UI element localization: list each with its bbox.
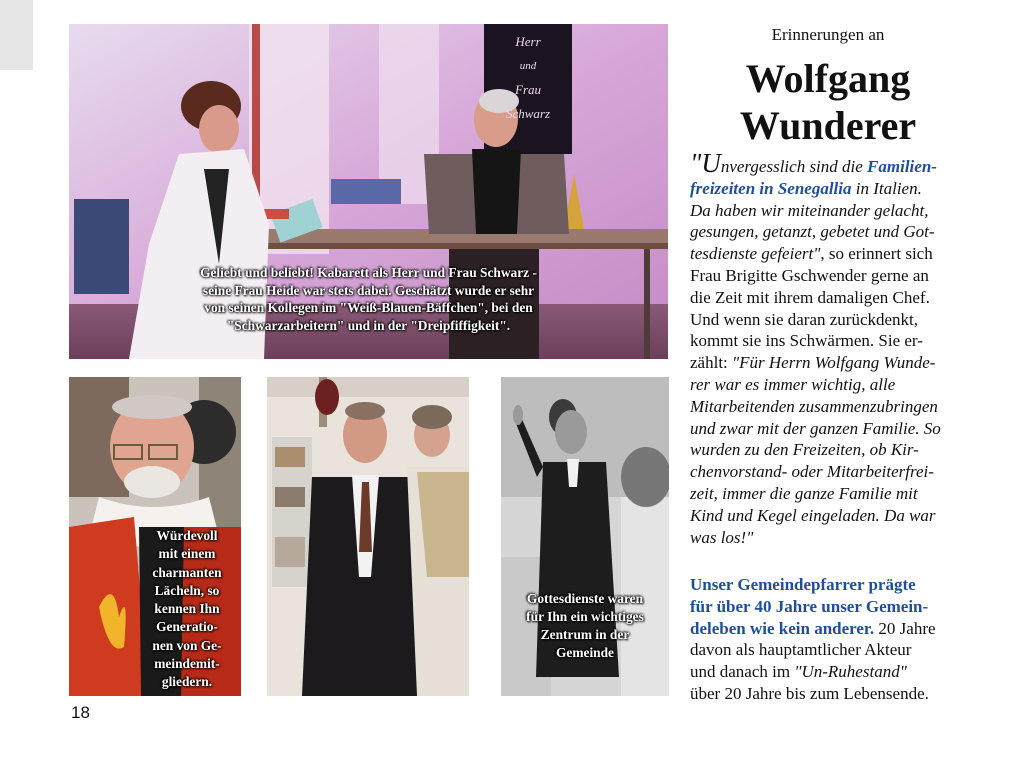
title-line: Wolfgang [745, 56, 911, 101]
caption-line: von seinen Kollegen im "Weiß-Blauen-Bäffchen", bei den [204, 300, 533, 315]
caption-line: Lächeln, so [154, 582, 220, 598]
caption-line: meindemit- [154, 656, 220, 672]
quote-line: "Unvergesslich sind die Familien- [690, 148, 937, 178]
banner-line: Frau [515, 82, 541, 97]
caption-line: Zentrum in der [540, 627, 630, 642]
quote-line: rer war es immer wichtig, alle [690, 374, 896, 394]
caption-line: für Ihn ein wichtiges [526, 609, 644, 624]
caption-line: Geliebt und beliebt! Kabarett als Herr und Frau Schwarz - [200, 265, 537, 280]
caption-line: nen von Ge- [152, 637, 222, 653]
quote-line: freizeiten in Senegallia in Italien. [690, 178, 922, 198]
quote-line: Da haben wir miteinander gelacht, [690, 200, 929, 220]
quote-line: gesungen, getanzt, gebetet und Got- [690, 222, 935, 242]
quote-line: zeit, immer die ganze Familie mit [690, 483, 918, 503]
caption-line: Würdevoll [156, 528, 218, 543]
photo-pastor-portrait [69, 377, 241, 696]
body-line: Und wenn sie daran zurückdenkt, [690, 309, 919, 329]
body-line: die Zeit mit ihrem damaligen Chef. [690, 287, 930, 307]
caption-line: Generatio- [156, 619, 218, 635]
body-line: zählt: "Für Herrn Wolfgang Wunde- [690, 353, 936, 373]
stage-banner [484, 24, 572, 140]
summary-line: über 20 Jahre bis zum Lebensende. [690, 683, 929, 703]
article-kicker: Erinnerungen an [771, 25, 885, 44]
article-quote [690, 148, 976, 548]
banner-line: Schwarz [505, 106, 551, 121]
caption-line: Gemeinde [555, 645, 614, 660]
caption-line: gliedern. [161, 674, 213, 690]
quote-line: wurden zu den Freizeiten, ob Kir- [690, 440, 919, 460]
article-title [690, 55, 966, 149]
summary-line: für über 40 Jahre unser Gemein- [690, 596, 929, 616]
couple-illustration [267, 377, 469, 696]
page-corner-tab [0, 0, 33, 70]
banner-line: und [519, 60, 537, 72]
summary-line: Unser Gemeindepfarrer prägte [690, 575, 916, 594]
caption-line: kennen Ihn [154, 601, 220, 617]
caption-line: "Schwarzarbeitern" und in der "Dreipfiffigkeit". [226, 317, 511, 333]
caption-line: mit einem [158, 546, 216, 562]
photo-couple [267, 377, 469, 696]
photo-sermon [501, 377, 669, 696]
quote-highlight: freizeiten in Senegallia [690, 178, 852, 198]
quote-line: und zwar mit der ganzen Familie. So [690, 418, 941, 438]
quote-line: chenvorstand- oder Mitarbeiterfrei- [690, 462, 934, 482]
quote-highlight: Familien- [867, 157, 937, 176]
quote-line: was los!" [690, 527, 754, 547]
photo-caption-cabaret [69, 264, 668, 334]
caption-line: charmanten [152, 564, 222, 580]
article-summary [690, 574, 976, 705]
quote-open-mark: " [690, 148, 702, 178]
photo-caption-sermon [503, 590, 667, 662]
quote-line: Mitarbeitenden zusammenzubringen [690, 396, 938, 416]
quote-line: Kind und Kegel eingeladen. Da war [690, 505, 936, 525]
page-number: 18 [71, 703, 90, 722]
body-line: kommt sie ins Schwärmen. Sie er- [690, 331, 923, 351]
caption-line: Gottesdienste waren [526, 591, 644, 606]
body-line: Frau Brigitte Gschwender gerne an [690, 265, 929, 285]
summary-line: deleben wie kein anderer. 20 Jahre [690, 618, 936, 638]
banner-line: Herr [515, 34, 541, 49]
quote-initial: U [701, 148, 721, 178]
quote-line: tesdienste gefeiert", so erinnert sich [690, 244, 933, 264]
title-line: Wunderer [739, 103, 917, 148]
photo-cabaret-stage [69, 24, 668, 359]
summary-line: davon als hauptamtlicher Akteur [690, 640, 912, 660]
caption-line: seine Frau Heide war stets dabei. Geschätzt wurde er sehr [202, 282, 535, 298]
photo-caption-portrait [135, 527, 239, 692]
summary-line: und danach im "Un-Ruhestand" [690, 662, 907, 682]
